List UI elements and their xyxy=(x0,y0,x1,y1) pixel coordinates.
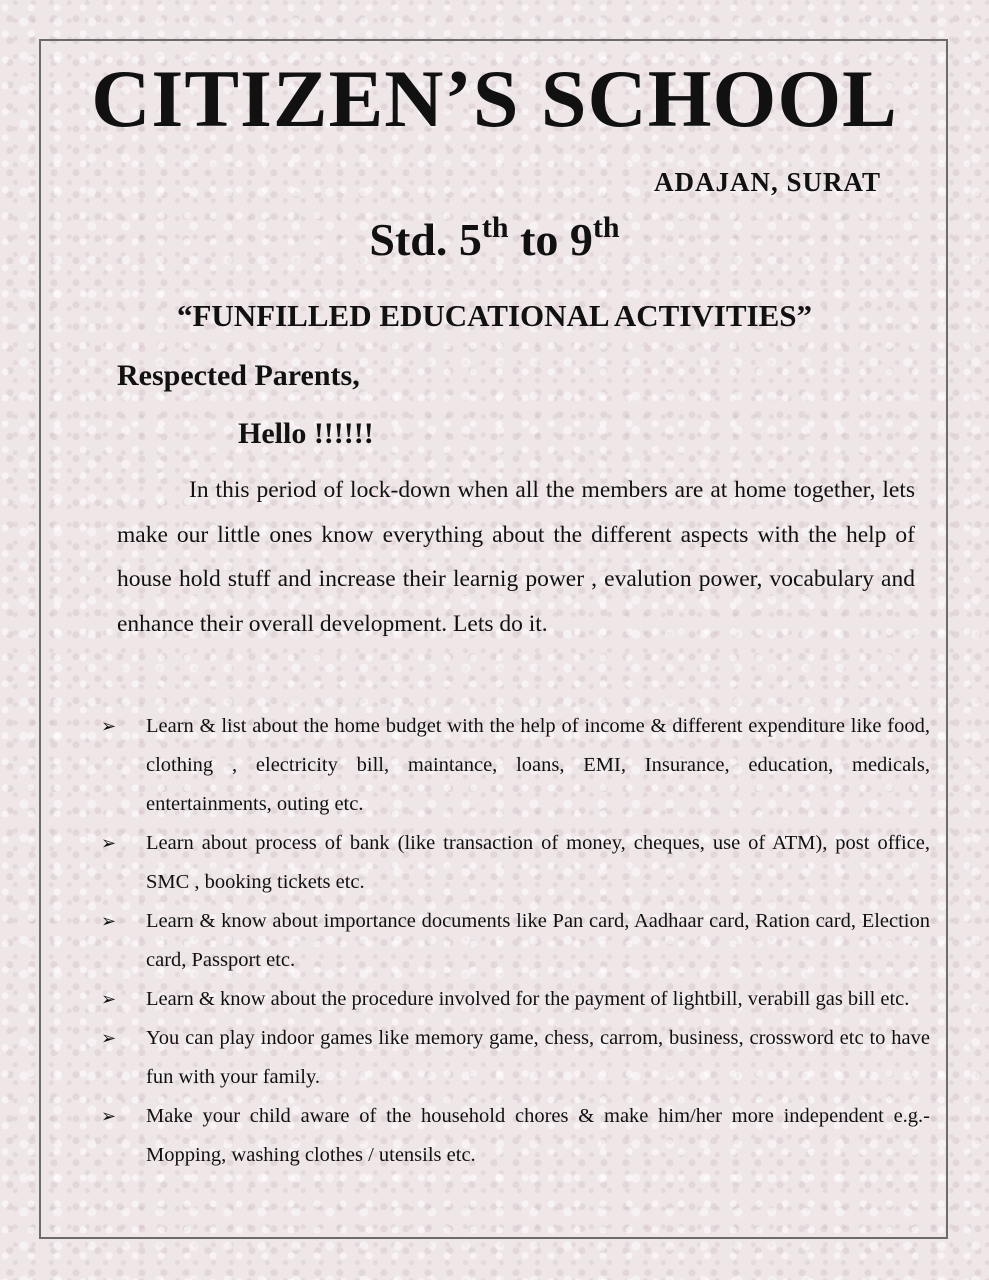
list-item xyxy=(101,824,930,902)
list-item-text: Learn about process of bank (like transaction of money, cheques, use of ATM), post office, SMC , booking tickets etc. xyxy=(146,832,930,893)
standard-heading xyxy=(0,212,989,267)
standard-superscript-start: th xyxy=(481,211,509,244)
list-item-text: Learn & know about importance documents like Pan card, Aadhaar card, Ration card, Election card, Passport etc. xyxy=(146,910,930,971)
list-item xyxy=(101,980,930,1019)
list-item xyxy=(101,902,930,980)
arrowhead-bullet-icon: ➢ xyxy=(101,1106,117,1126)
arrowhead-bullet-icon: ➢ xyxy=(101,911,117,931)
standard-middle: to 9 xyxy=(508,214,593,265)
list-item-text: Learn & know about the procedure involved for the payment of lightbill, verabill gas bill etc. xyxy=(146,988,910,1010)
school-name: CITIZEN’S SCHOOL xyxy=(91,53,898,144)
activity-list xyxy=(101,707,930,1175)
school-location: ADAJAN, SURAT xyxy=(653,167,881,197)
greeting: Hello !!!!!! xyxy=(238,417,374,450)
standard-prefix: Std. 5 xyxy=(369,214,482,265)
intro-paragraph: In this period of lock-down when all the members are at home together, lets make our little ones know everything about the different aspects with the help of house hold stuff and increase their learnig power , evalution power, vocabulary and enhance their overall development. Lets do it. xyxy=(117,477,915,637)
list-item-text: Make your child aware of the household chores & make him/her more independent e.g.-Mopping, washing clothes / utensils etc. xyxy=(146,1105,930,1166)
list-item xyxy=(101,1019,930,1097)
salutation: Respected Parents, xyxy=(117,359,360,392)
arrowhead-bullet-icon: ➢ xyxy=(101,1028,117,1048)
list-item-text: You can play indoor games like memory game, chess, carrom, business, crossword etc to have fun with your family. xyxy=(146,1027,930,1088)
list-item-text: Learn & list about the home budget with the help of income & different expenditure like food, clothing , electricity bill, maintance, loans, EMI, Insurance, education, medicals, entertainments, outing etc. xyxy=(146,715,930,815)
arrowhead-bullet-icon: ➢ xyxy=(101,989,117,1009)
arrowhead-bullet-icon: ➢ xyxy=(101,716,117,736)
activity-title: “FUNFILLED EDUCATIONAL ACTIVITIES” xyxy=(176,298,813,333)
list-item xyxy=(101,707,930,824)
list-item xyxy=(101,1097,930,1175)
arrowhead-bullet-icon: ➢ xyxy=(101,833,117,853)
standard-superscript-end: th xyxy=(592,211,620,244)
